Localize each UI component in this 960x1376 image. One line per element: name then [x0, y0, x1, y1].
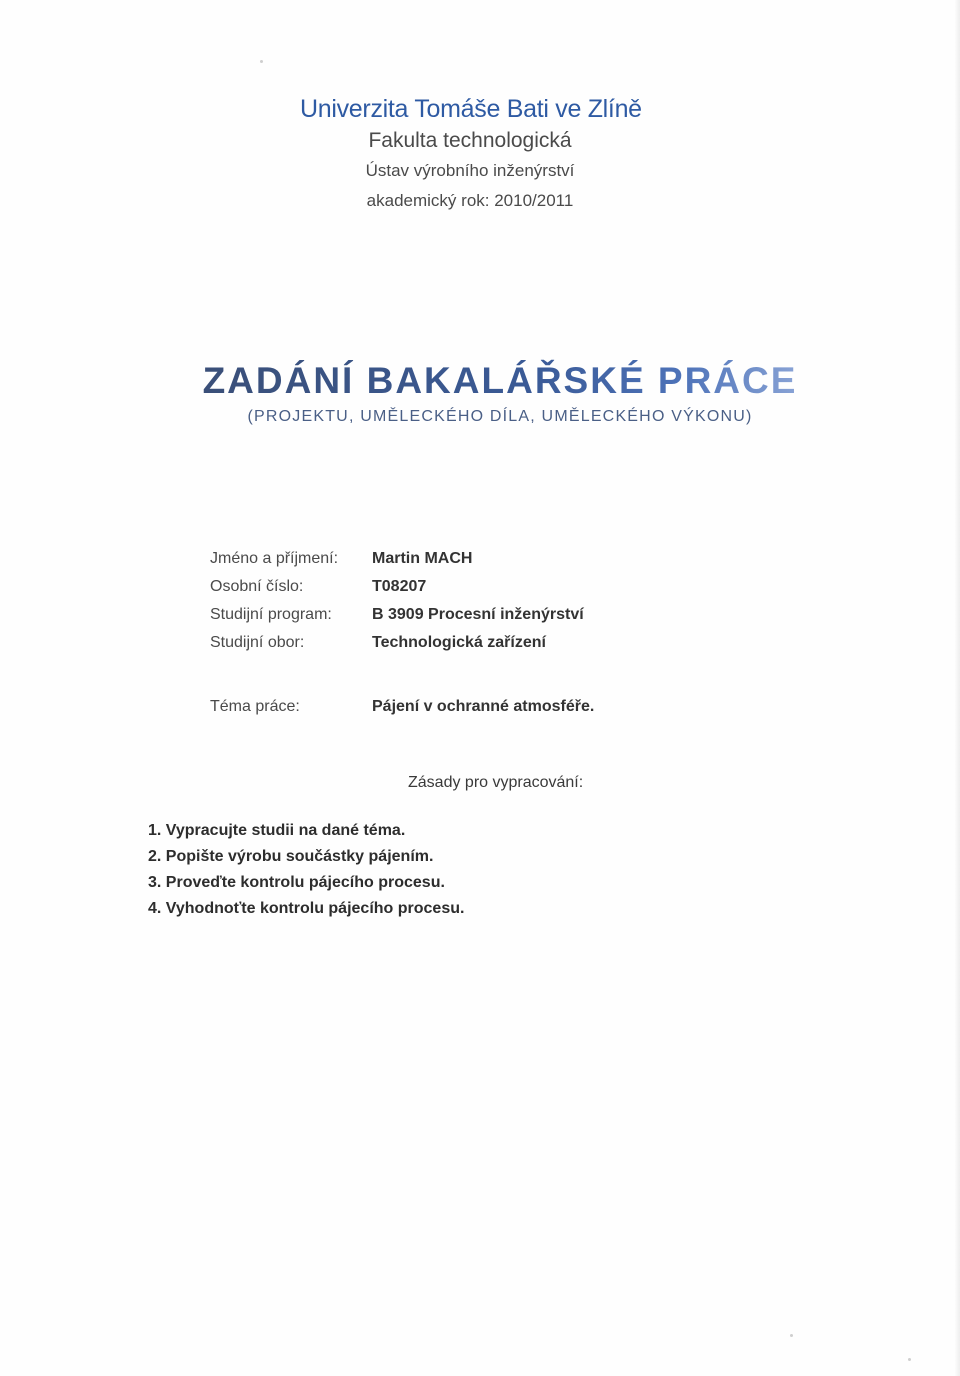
- personal-number-value: T08207: [372, 578, 427, 595]
- principles-list: [148, 818, 464, 922]
- program-label: Studijní program:: [210, 606, 332, 623]
- document-title: ZADÁNÍ BAKALÁŘSKÉ PRÁCE: [200, 358, 800, 404]
- name-value: Martin MACH: [372, 550, 473, 567]
- name-label: Jméno a příjmení:: [210, 550, 339, 567]
- principles-heading: Zásady pro vypracování:: [408, 774, 584, 791]
- program-value: B 3909 Procesní inženýrství: [372, 606, 584, 623]
- document-header: [300, 92, 640, 216]
- topic-label: Téma práce:: [210, 698, 300, 715]
- scan-speck: [790, 1334, 793, 1337]
- info-row-field: [210, 629, 810, 657]
- info-row-program: [210, 601, 810, 629]
- scan-speck: [260, 60, 263, 63]
- document-subtitle: (PROJEKTU, UMĚLECKÉHO DÍLA, UMĚLECKÉHO VÝKONU): [247, 408, 753, 425]
- scan-speck: [908, 1358, 911, 1361]
- field-value: Technologická zařízení: [372, 634, 546, 651]
- list-item: 3. Proveďte kontrolu pájecího procesu.: [148, 874, 445, 891]
- faculty-name: Fakulta technologická: [368, 129, 572, 152]
- info-row-name: [210, 545, 810, 573]
- title-block: [200, 358, 800, 428]
- academic-year: akademický rok: 2010/2011: [366, 191, 574, 210]
- department-name: Ústav výrobního inženýrství: [365, 161, 575, 180]
- list-item: 2. Popište výrobu součástky pájením.: [148, 848, 434, 865]
- list-item: 4. Vyhodnoťte kontrolu pájecího procesu.: [148, 900, 465, 917]
- personal-number-label: Osobní číslo:: [210, 578, 304, 595]
- topic-value: Pájení v ochranné atmosféře.: [372, 698, 595, 715]
- student-info: [210, 545, 810, 721]
- field-label: Studijní obor:: [210, 634, 305, 651]
- page-edge: [954, 0, 960, 1376]
- info-row-personal-number: [210, 573, 810, 601]
- list-item: 1. Vypracujte studii na dané téma.: [148, 822, 406, 839]
- info-row-topic: [210, 693, 810, 721]
- university-name: Univerzita Tomáše Bati ve Zlíně: [300, 95, 642, 123]
